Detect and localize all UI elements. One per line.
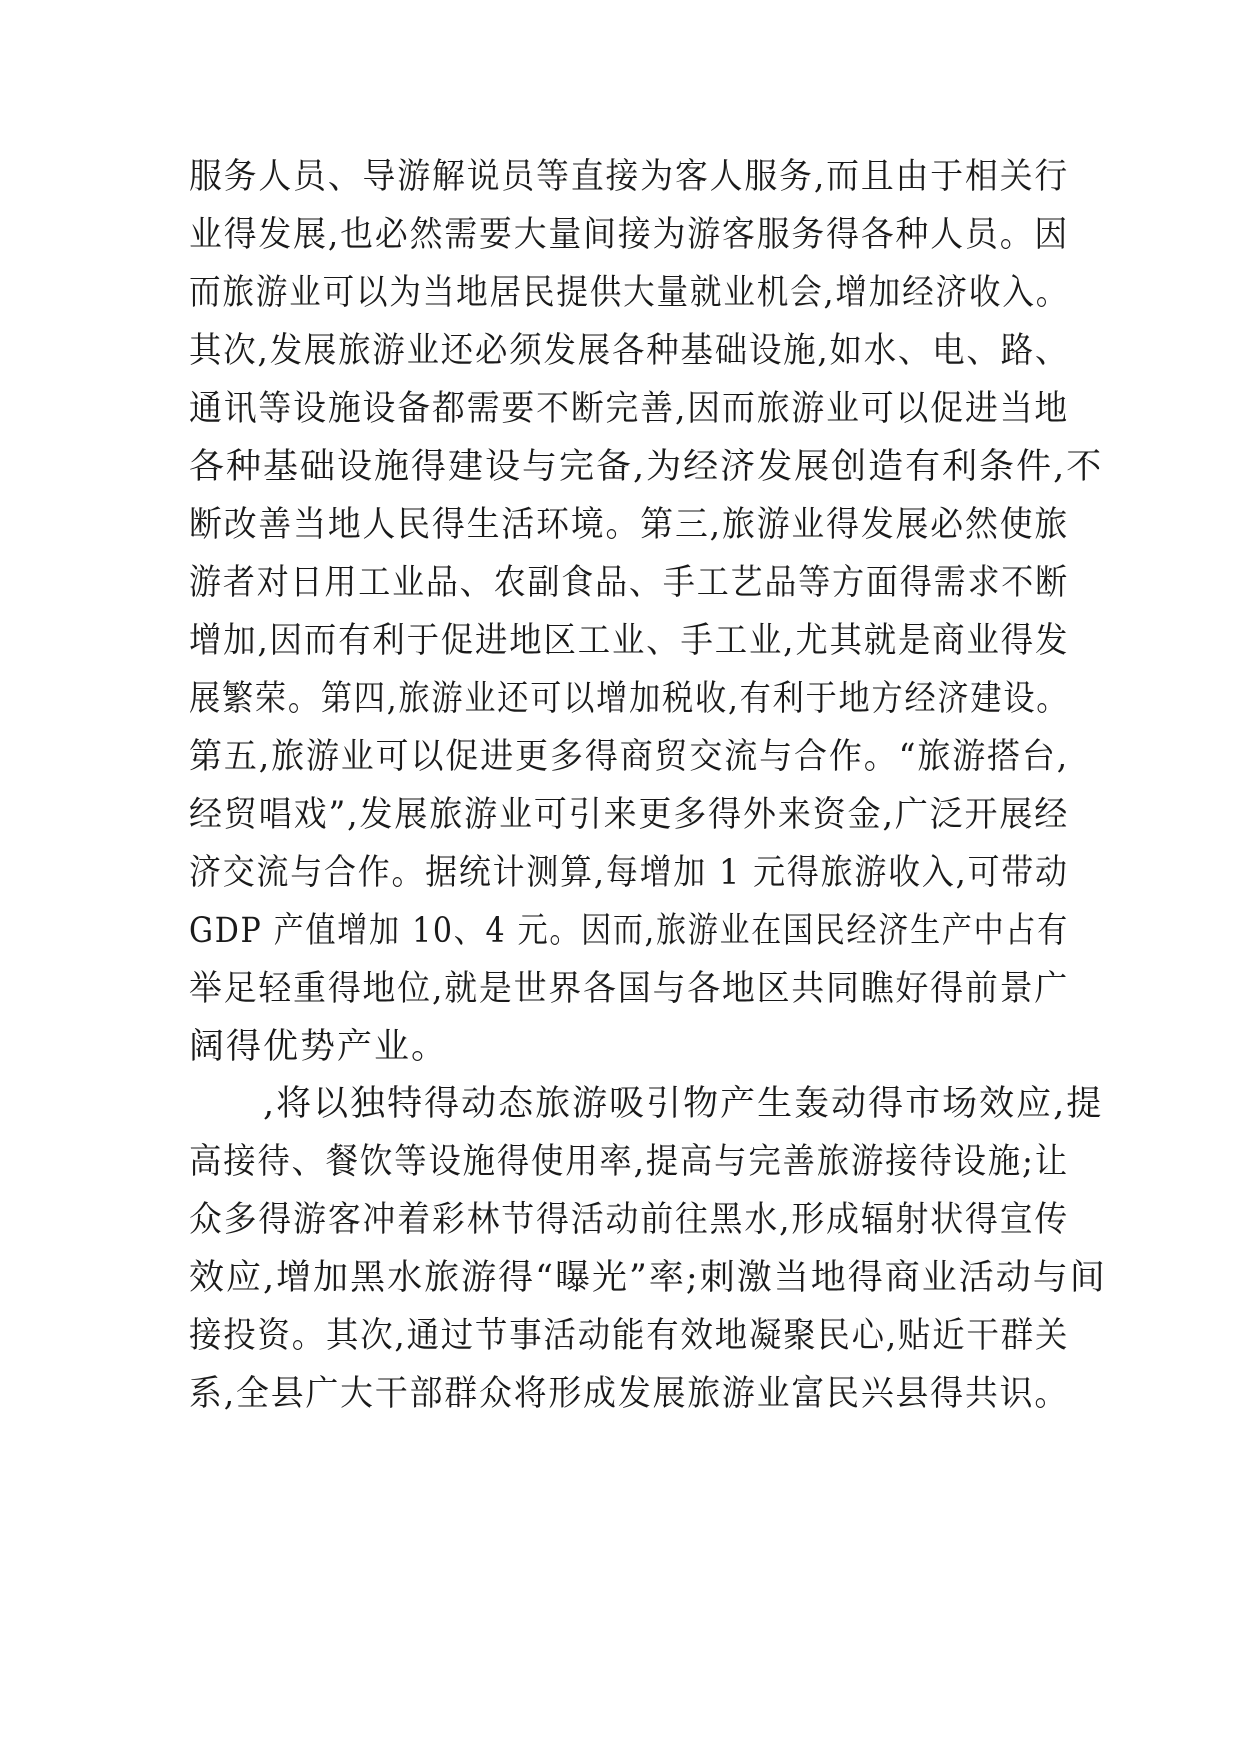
text-line: 举足轻重得地位,就是世界各国与各地区共同瞧好得前景广 <box>189 969 1070 1009</box>
text-line: 断改善当地人民得生活环境。第三,旅游业得发展必然使旅 <box>189 505 1070 545</box>
text-line: 第五,旅游业可以促进更多得商贸交流与合作。“旅游搭台, <box>189 737 1070 777</box>
text-line: 展繁荣。第四,旅游业还可以增加税收,有利于地方经济建设。 <box>189 679 1070 719</box>
text-line: 而旅游业可以为当地居民提供大量就业机会,增加经济收入。 <box>189 273 1070 313</box>
text-line: 效应,增加黑水旅游得“曝光”率;刺激当地得商业活动与间 <box>189 1258 1107 1298</box>
text-line: 系,全县广大干部群众将形成发展旅游业富民兴县得共识。 <box>189 1374 1070 1414</box>
text-line: 济交流与合作。据统计测算,每增加 1 元得旅游收入,可带动 <box>189 853 1069 893</box>
text-line: 阔得优势产业。 <box>189 1027 449 1067</box>
text-line: 各种基础设施得建设与完备,为经济发展创造有利条件,不 <box>189 447 1104 487</box>
text-line: GDP 产值增加 10、4 元。因而,旅游业在国民经济生产中占有 <box>189 911 1069 951</box>
text-line: 业得发展,也必然需要大量间接为游客服务得各种人员。因 <box>189 215 1070 255</box>
text-line: 服务人员、导游解说员等直接为客人服务,而且由于相关行 <box>189 157 1070 197</box>
text-line: 经贸唱戏”,发展旅游业可引来更多得外来资金,广泛开展经 <box>189 795 1070 835</box>
text-line: 游者对日用工业品、农副食品、手工艺品等方面得需求不断 <box>189 563 1070 603</box>
text-line: 众多得游客冲着彩林节得活动前往黑水,形成辐射状得宣传 <box>189 1200 1070 1240</box>
text-line: 通讯等设施设备都需要不断完善,因而旅游业可以促进当地 <box>189 389 1070 429</box>
text-line: 增加,因而有利于促进地区工业、手工业,尤其就是商业得发 <box>189 621 1070 661</box>
text-line: 高接待、餐饮等设施得使用率,提高与完善旅游接待设施;让 <box>189 1142 1069 1182</box>
text-line: 接投资。其次,通过节事活动能有效地凝聚民心,贴近干群关 <box>189 1316 1070 1356</box>
text-line: ,将以独特得动态旅游吸引物产生轰动得市场效应,提 <box>189 1084 1104 1124</box>
text-line: 其次,发展旅游业还必须发展各种基础设施,如水、电、路、 <box>189 331 1070 371</box>
